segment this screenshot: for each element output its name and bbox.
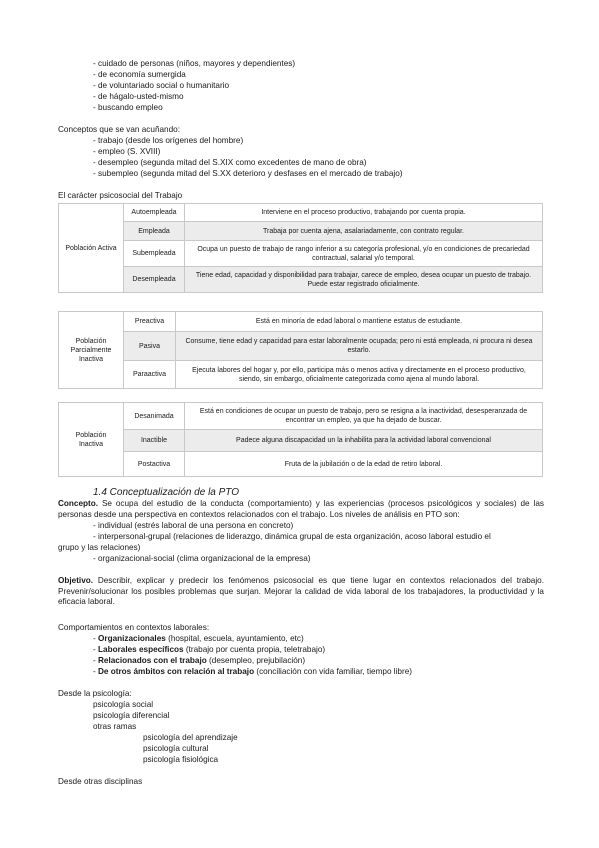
table-row bbox=[59, 241, 543, 267]
term-cell: Inactible bbox=[124, 430, 185, 452]
table-row bbox=[59, 361, 543, 389]
table-row bbox=[59, 204, 543, 222]
term-cell: Empleada bbox=[124, 222, 185, 241]
term-cell: Subempleada bbox=[124, 241, 185, 267]
term-cell: Desempleada bbox=[124, 267, 185, 293]
table-poblacion-activa bbox=[58, 203, 543, 293]
term-cell: Paraactiva bbox=[124, 361, 176, 389]
table-row bbox=[59, 267, 543, 293]
list-item: - interpersonal-grupal (relaciones de liderazgo, dinámica grupal de esta organización, acoso laboral estudio el bbox=[93, 532, 491, 541]
concepto-text: Se ocupa del estudio de la conducta (comportamiento) y las experiencias (procesos psicológicos y sociales) de las personas desde una perspectiva en contextos relacionados con el trabajo. Los niveles de análisis en PTO son: bbox=[58, 499, 544, 519]
list-item: - Organizacionales (hospital, escuela, ayuntamiento, etc) bbox=[93, 634, 304, 643]
list-item: - organizacional-social (clima organizacional de la empresa) bbox=[93, 554, 311, 563]
list-item: psicología fisiológica bbox=[143, 755, 219, 764]
table-poblacion-parcialmente-inactiva bbox=[58, 311, 543, 389]
list-item: psicología cultural bbox=[143, 744, 209, 753]
objetivo-text: Describir, explicar y predecir los fenómenos psicosocial es que tiene lugar en contextos relacionados del trabajo. Prevenir/solucionar los posibles problemas que surjan. Mejorar la calidad de vida laboral de los trabajadores, la productividad y la eficacia laboral. bbox=[58, 576, 544, 607]
caracter-heading: El carácter psicosocial del Trabajo bbox=[58, 191, 183, 200]
term-cell: Autoempleada bbox=[124, 204, 185, 222]
comportamientos-heading: Comportamientos en contextos laborales: bbox=[58, 623, 210, 632]
term-cell: Pasiva bbox=[124, 332, 176, 361]
term-cell: Postactiva bbox=[124, 452, 185, 477]
objetivo-paragraph bbox=[58, 576, 544, 608]
list-item: otras ramas bbox=[93, 722, 137, 731]
section-title: 1.4 Conceptualización de la PTO bbox=[93, 487, 240, 498]
term-cell: Preactiva bbox=[124, 312, 176, 332]
definition-cell: Está en minoría de edad laboral o mantiene estatus de estudiante. bbox=[176, 312, 543, 332]
list-item: - buscando empleo bbox=[93, 103, 163, 112]
definition-cell: Tiene edad, capacidad y disponibilidad para trabajar, carece de empleo, desea ocupar un puesto de trabajo. Puede estar registrado oficialmente. bbox=[185, 267, 543, 293]
term-cell: Desanimada bbox=[124, 403, 185, 430]
list-item: - cuidado de personas (niños, mayores y dependientes) bbox=[93, 59, 296, 68]
objetivo-label: Objetivo. bbox=[58, 576, 94, 585]
list-item: - De otros ámbitos con relación al trabajo (conciliación con vida familiar, tiempo libre) bbox=[93, 667, 412, 676]
list-item: - Laborales específicos (trabajo por cuenta propia, teletrabajo) bbox=[93, 645, 326, 654]
list-item: psicología diferencial bbox=[93, 711, 170, 720]
table-row bbox=[59, 312, 543, 332]
list-item: - de voluntariado social o humanitario bbox=[93, 81, 230, 90]
definition-cell: Padece alguna discapacidad un la inhabilita para la actividad laboral convencional bbox=[185, 430, 543, 452]
definition-cell: Está en condiciones de ocupar un puesto de trabajo, pero se resigna a la inactividad, desesperanzada de encontrar un empleo, ya que ha dejado de buscar. bbox=[185, 403, 543, 430]
list-item: psicología social bbox=[93, 700, 154, 709]
table-row bbox=[59, 222, 543, 241]
list-item: - Relacionados con el trabajo (desempleo, prejubilación) bbox=[93, 656, 306, 665]
table-row bbox=[59, 332, 543, 361]
conceptos-heading: Conceptos que se van acuñando: bbox=[58, 125, 180, 134]
list-item: - individual (estrés laboral de una persona en concreto) bbox=[93, 521, 294, 530]
list-item: - desempleo (segunda mitad del S.XIX como excedentes de mano de obra) bbox=[93, 158, 367, 167]
list-item: - de economía sumergida bbox=[93, 70, 186, 79]
psicologia-heading: Desde la psicología: bbox=[58, 689, 132, 698]
definition-cell: Trabaja por cuenta ajena, asalariadamente, con contrato regular. bbox=[185, 222, 543, 241]
list-item: - de hágalo-usted-mismo bbox=[93, 92, 184, 101]
table-group-cell: Población Parcialmente Inactiva bbox=[59, 312, 124, 389]
definition-cell: Consume, tiene edad y capacidad para estar laboralmente ocupada; pero ni está empleada, ni procura ni desea estarlo. bbox=[176, 332, 543, 361]
table-row bbox=[59, 452, 543, 477]
otras-disciplinas-heading: Desde otras disciplinas bbox=[58, 777, 143, 786]
concepto-paragraph bbox=[58, 499, 544, 520]
table-group-cell: Población Activa bbox=[59, 204, 124, 293]
table-poblacion-inactiva bbox=[58, 402, 543, 477]
table-row bbox=[59, 403, 543, 430]
list-item: psicología del aprendizaje bbox=[143, 733, 238, 742]
table-group-cell: Población Inactiva bbox=[59, 403, 124, 477]
definition-cell: Fruta de la jubilación o de la edad de retiro laboral. bbox=[185, 452, 543, 477]
list-item: - empleo (S. XVIII) bbox=[93, 147, 161, 156]
definition-cell: Ejecuta labores del hogar y, por ello, participa más o menos activa y directamente en el proceso productivo, siendo, sin embargo, oficialmente categorizada como ajena al mundo laboral. bbox=[176, 361, 543, 389]
list-item: grupo y las relaciones) bbox=[58, 543, 141, 552]
definition-cell: Ocupa un puesto de trabajo de rango inferior a su categoría profesional, y/o en condiciones de precariedad contractual, salarial y/o temporal. bbox=[185, 241, 543, 267]
concepto-label: Concepto. bbox=[58, 499, 99, 508]
definition-cell: Interviene en el proceso productivo, trabajando por cuenta propia. bbox=[185, 204, 543, 222]
list-item: - trabajo (desde los orígenes del hombre) bbox=[93, 136, 244, 145]
table-row bbox=[59, 430, 543, 452]
list-item: - subempleo (segunda mitad del S.XX deterioro y desfases en el mercado de trabajo) bbox=[93, 169, 403, 178]
